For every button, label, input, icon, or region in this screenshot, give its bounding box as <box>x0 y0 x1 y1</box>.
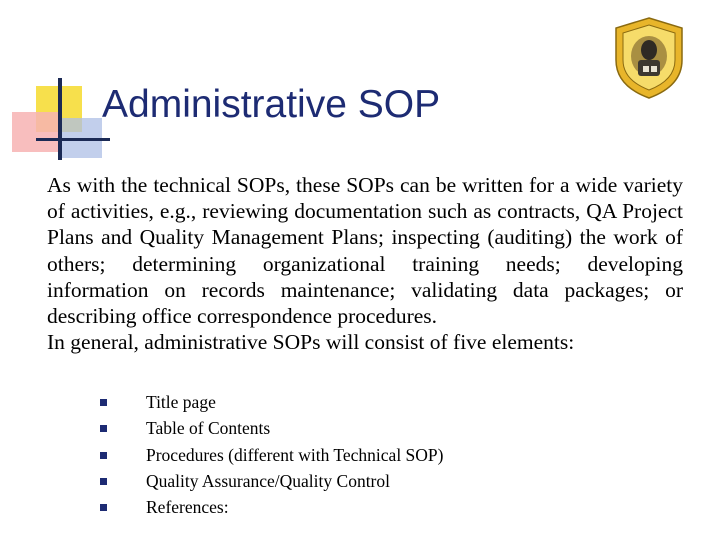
corner-decoration-icon <box>0 0 110 170</box>
list-item <box>100 389 520 415</box>
list-item <box>100 468 520 494</box>
list-item <box>100 442 520 468</box>
horizontal-rule <box>36 138 110 141</box>
list-item-label: Title page <box>146 392 216 412</box>
list-item <box>100 494 520 520</box>
pink-square <box>12 112 58 152</box>
body-text <box>47 172 683 355</box>
bullet-square-icon <box>100 478 107 485</box>
list-item-label: References: <box>146 497 229 518</box>
list-item-label: Table of Contents <box>146 418 271 439</box>
bullet-square-icon <box>100 399 107 406</box>
list-item-label: Procedures (different with Technical SOP) <box>146 444 444 465</box>
bullet-square-icon <box>100 504 107 511</box>
university-seal-logo <box>612 16 686 100</box>
description-paragraph: As with the technical SOPs, these SOPs can be written for a wide variety of activities, e.g., reviewing documentation such as contracts, QA Project Plans and Quality Management Plans; inspecting (auditing) the work of others; determining organizational training needs; developing information on records maintenance; validating data packages; or describing office correspondence procedures. <box>47 173 683 329</box>
bullet-square-icon <box>100 452 107 459</box>
vertical-rule <box>58 78 62 160</box>
slide-title: Administrative SOP <box>102 83 441 126</box>
list-item <box>100 415 520 441</box>
list-item-label: Quality Assurance/Quality Control <box>146 470 390 491</box>
bullet-square-icon <box>100 425 107 432</box>
intro-sentence: In general, administrative SOPs will consist of five elements: <box>47 330 575 355</box>
elements-list <box>100 389 520 520</box>
